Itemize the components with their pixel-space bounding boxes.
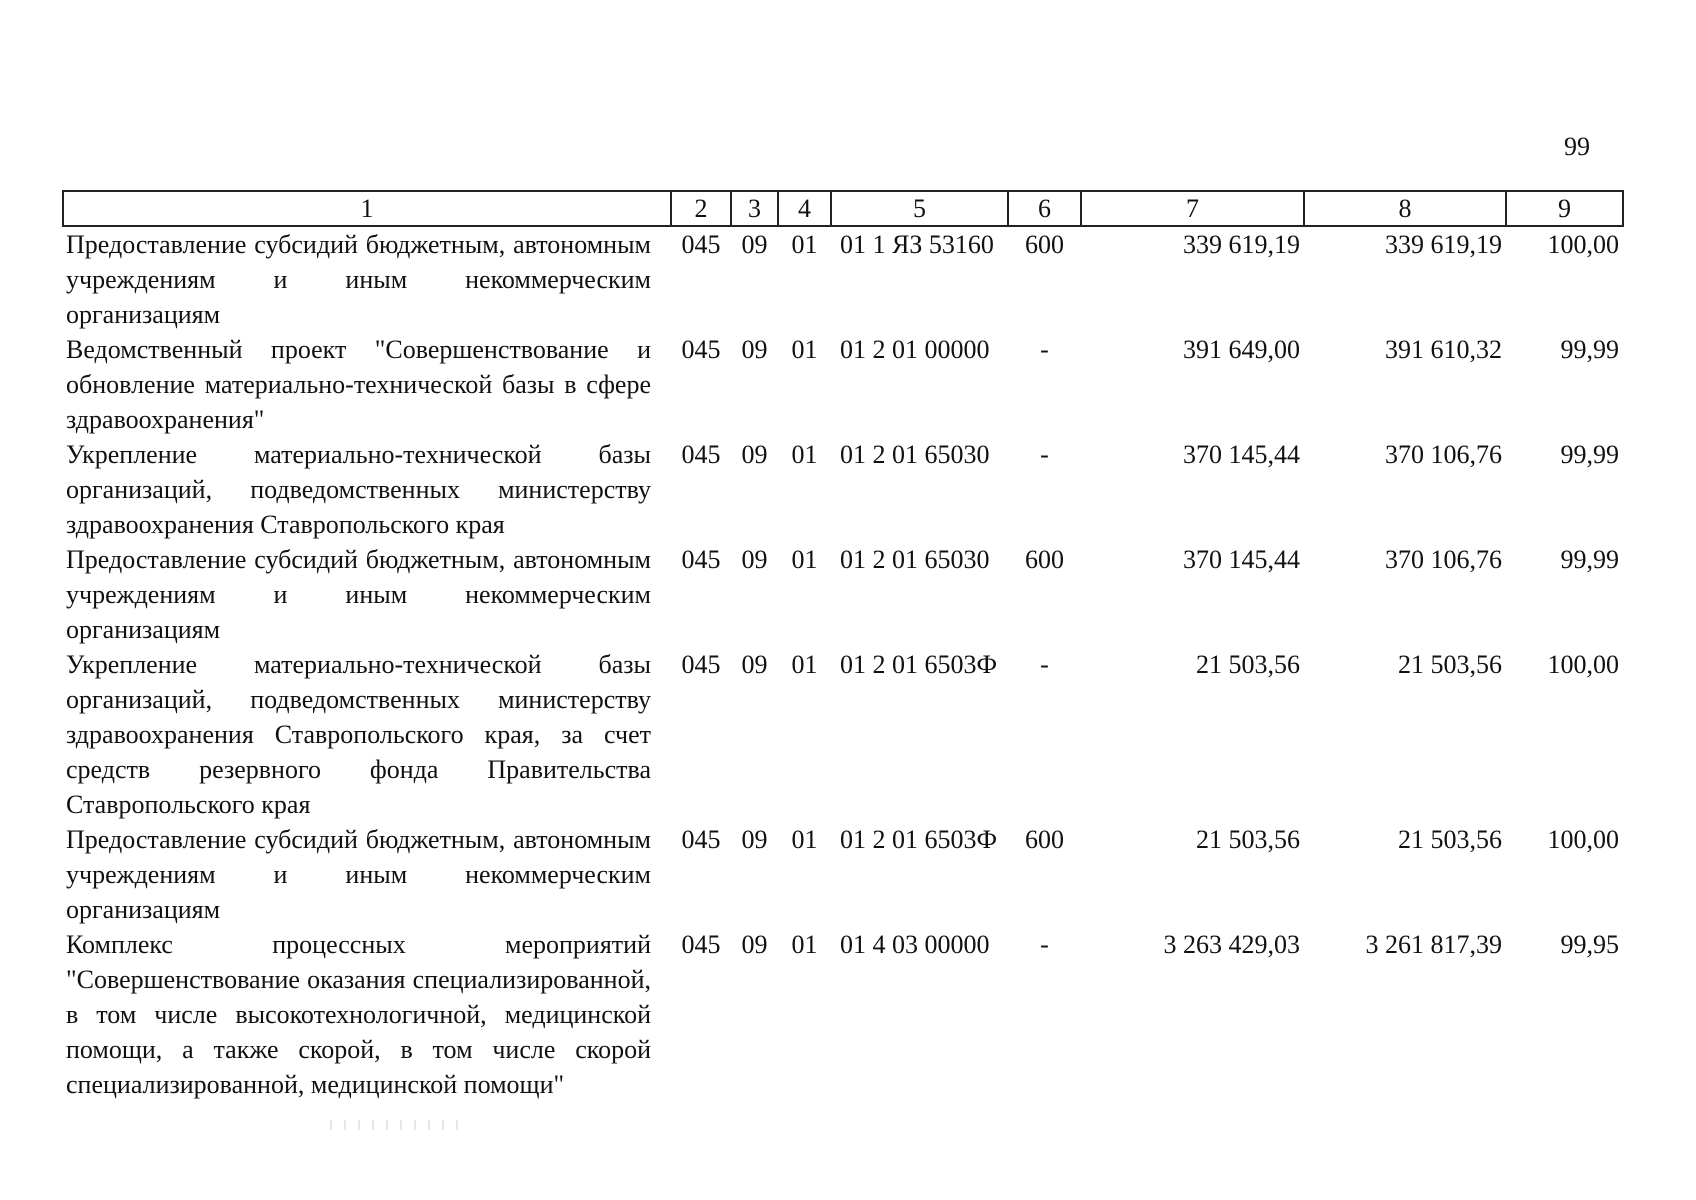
row-section-code: 09 xyxy=(741,825,768,854)
column-header-5: 5 xyxy=(831,191,1008,226)
row-description: Комплекс процессных мероприятий "Совершенствование оказания специализированной, в том числе высокотехнологичной, медицинской помощи, а также скорой, в том числе скорой специализированной, медицинской помощи" xyxy=(66,930,651,1099)
budget-execution-table xyxy=(62,190,1624,1102)
row-planned-amount: 370 145,44 xyxy=(1183,545,1300,574)
row-execution-percent: 100,00 xyxy=(1547,825,1619,854)
table-row xyxy=(63,226,1623,332)
row-subsection-code: 01 xyxy=(791,545,818,574)
column-header-4: 4 xyxy=(778,191,831,226)
row-executed-amount: 370 106,76 xyxy=(1385,440,1502,469)
column-header-8: 8 xyxy=(1304,191,1506,226)
column-header-3: 3 xyxy=(731,191,778,226)
row-expense-type-code: - xyxy=(1040,930,1049,959)
row-subsection-code: 01 xyxy=(791,230,818,259)
row-subsection-code: 01 xyxy=(791,335,818,364)
row-execution-percent: 100,00 xyxy=(1547,650,1619,679)
table-body xyxy=(63,226,1623,1102)
row-target-item-code: 01 1 ЯЗ 53160 xyxy=(840,230,994,259)
row-execution-percent: 99,95 xyxy=(1560,930,1619,959)
row-execution-percent: 100,00 xyxy=(1547,230,1619,259)
row-expense-type-code: 600 xyxy=(1025,825,1064,854)
row-description: Предоставление субсидий бюджетным, автономным учреждениям и иным некоммерческим организациям xyxy=(66,545,651,644)
column-header-9: 9 xyxy=(1506,191,1623,226)
table-row xyxy=(63,927,1623,1102)
row-target-item-code: 01 2 01 6503Ф xyxy=(840,825,998,854)
row-execution-percent: 99,99 xyxy=(1560,335,1619,364)
column-header-2: 2 xyxy=(671,191,731,226)
row-expense-type-code: - xyxy=(1040,440,1049,469)
row-planned-amount: 3 263 429,03 xyxy=(1163,930,1300,959)
row-section-code: 09 xyxy=(741,545,768,574)
table-row xyxy=(63,332,1623,437)
row-department-code: 045 xyxy=(681,335,721,364)
row-description: Укрепление материально-технической базы организаций, подведомственных министерству здравоохранения Ставропольского края, за счет средств резервного фонда Правительства Ставропольского края xyxy=(66,650,651,819)
page-number: 99 xyxy=(1564,132,1590,161)
row-expense-type-code: 600 xyxy=(1025,230,1064,259)
row-planned-amount: 370 145,44 xyxy=(1183,440,1300,469)
row-planned-amount: 339 619,19 xyxy=(1183,230,1300,259)
column-number-row xyxy=(63,191,1623,226)
row-department-code: 045 xyxy=(681,545,721,574)
row-section-code: 09 xyxy=(741,650,768,679)
table-row xyxy=(63,542,1623,647)
row-section-code: 09 xyxy=(741,440,768,469)
table-row xyxy=(63,822,1623,927)
row-target-item-code: 01 4 03 00000 xyxy=(840,930,990,959)
scan-specks xyxy=(330,1120,460,1130)
row-execution-percent: 99,99 xyxy=(1560,440,1619,469)
row-department-code: 045 xyxy=(681,650,721,679)
row-execution-percent: 99,99 xyxy=(1560,545,1619,574)
row-subsection-code: 01 xyxy=(791,930,818,959)
row-department-code: 045 xyxy=(681,440,721,469)
row-subsection-code: 01 xyxy=(791,440,818,469)
row-description: Предоставление субсидий бюджетным, автономным учреждениям и иным некоммерческим организациям xyxy=(66,825,651,924)
row-description: Предоставление субсидий бюджетным, автономным учреждениям и иным некоммерческим организациям xyxy=(66,230,651,329)
row-planned-amount: 21 503,56 xyxy=(1196,650,1300,679)
row-target-item-code: 01 2 01 6503Ф xyxy=(840,650,998,679)
row-target-item-code: 01 2 01 65030 xyxy=(840,440,990,469)
column-header-1: 1 xyxy=(63,191,671,226)
table-header xyxy=(63,191,1623,226)
column-header-7: 7 xyxy=(1081,191,1304,226)
row-executed-amount: 21 503,56 xyxy=(1398,650,1502,679)
row-executed-amount: 21 503,56 xyxy=(1398,825,1502,854)
row-executed-amount: 370 106,76 xyxy=(1385,545,1502,574)
row-executed-amount: 339 619,19 xyxy=(1385,230,1502,259)
row-planned-amount: 21 503,56 xyxy=(1196,825,1300,854)
row-description: Укрепление материально-технической базы организаций, подведомственных министерству здравоохранения Ставропольского края xyxy=(66,440,651,539)
row-target-item-code: 01 2 01 00000 xyxy=(840,335,990,364)
row-section-code: 09 xyxy=(741,930,768,959)
column-header-6: 6 xyxy=(1008,191,1081,226)
row-expense-type-code: - xyxy=(1040,335,1049,364)
row-section-code: 09 xyxy=(741,335,768,364)
row-department-code: 045 xyxy=(681,930,721,959)
table-row xyxy=(63,437,1623,542)
row-subsection-code: 01 xyxy=(791,825,818,854)
row-expense-type-code: 600 xyxy=(1025,545,1064,574)
row-department-code: 045 xyxy=(681,825,721,854)
row-subsection-code: 01 xyxy=(791,650,818,679)
row-executed-amount: 3 261 817,39 xyxy=(1365,930,1502,959)
row-expense-type-code: - xyxy=(1040,650,1049,679)
row-department-code: 045 xyxy=(681,230,721,259)
row-planned-amount: 391 649,00 xyxy=(1183,335,1300,364)
table-row xyxy=(63,647,1623,822)
row-description: Ведомственный проект "Совершенствование и обновление материально-технической базы в сфере здравоохранения" xyxy=(66,335,651,434)
row-executed-amount: 391 610,32 xyxy=(1385,335,1502,364)
row-target-item-code: 01 2 01 65030 xyxy=(840,545,990,574)
row-section-code: 09 xyxy=(741,230,768,259)
